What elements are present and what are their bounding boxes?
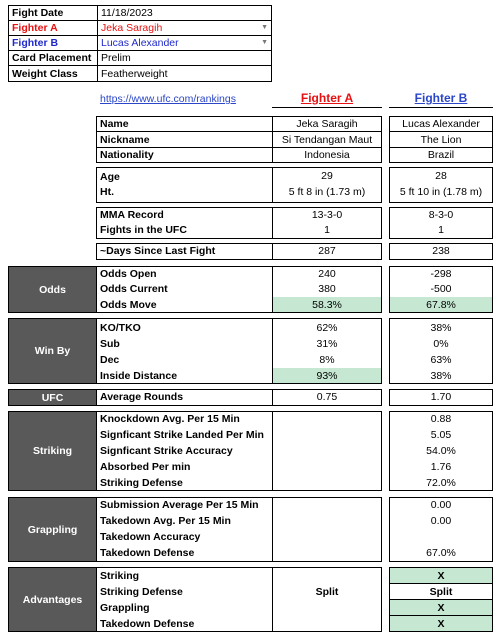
advantages-section-label: Advantages (8, 567, 97, 632)
striking-defense-b: 72.0% (426, 477, 456, 489)
ufc-rankings-link[interactable]: https://www.ufc.com/rankings (100, 93, 236, 105)
average-rounds-b: 1.70 (430, 391, 452, 403)
odds-move-label: Odds Move (100, 299, 157, 311)
name-b: Lucas Alexander (402, 118, 480, 130)
name-a: Jeka Saragih (296, 118, 358, 130)
weight-class-value[interactable]: Featherweight (97, 65, 272, 82)
fighter-a-label: Fighter A (8, 20, 98, 36)
win-by-section-label: Win By (8, 318, 97, 384)
adv-striking-defense-label: Striking Defense (100, 586, 183, 598)
adv-striking-b: X (437, 570, 445, 582)
odds-move-a: 58.3% (312, 299, 342, 311)
sub-b: 0% (433, 338, 449, 350)
adv-grappling-label: Grappling (100, 602, 150, 614)
dec-a: 8% (319, 354, 335, 366)
odds-move-b: 67.8% (426, 299, 456, 311)
odds-section-label: Odds (8, 266, 97, 313)
absorbed-label: Absorbed Per min (100, 461, 191, 473)
height-b: 5 ft 10 in (1.78 m) (399, 186, 483, 198)
nationality-b: Brazil (427, 149, 455, 161)
sub-label: Sub (100, 338, 120, 350)
height-a: 5 ft 8 in (1.73 m) (288, 186, 366, 198)
submission-avg-b: 0.00 (430, 499, 452, 511)
takedown-avg-b: 0.00 (430, 515, 452, 527)
fighter-b-value: Lucas Alexander (101, 37, 179, 49)
striking-defense-label: Striking Defense (100, 477, 183, 489)
adv-takedown-defense-b: X (437, 618, 445, 630)
days-since-b: 238 (432, 245, 450, 257)
average-rounds-label: Average Rounds (100, 391, 184, 403)
sig-strike-accuracy-label: Signficant Strike Accuracy (100, 445, 233, 457)
ufc-fights-label: Fights in the UFC (100, 224, 187, 236)
average-rounds-a: 0.75 (316, 391, 338, 403)
absorbed-b: 1.76 (430, 461, 452, 473)
inside-distance-b: 38% (430, 370, 452, 382)
fight-date-value[interactable]: 11/18/2023 (97, 5, 272, 21)
mma-record-label: MMA Record (100, 209, 164, 221)
card-placement-label: Card Placement (8, 50, 98, 66)
fighter-b-label: Fighter B (8, 35, 98, 51)
ko-tko-b: 38% (430, 322, 452, 334)
height-label: Ht. (100, 186, 114, 198)
knockdown-avg-b: 0.88 (430, 413, 452, 425)
adv-striking-label: Striking (100, 570, 140, 582)
name-label: Name (100, 118, 129, 130)
odds-open-b: -298 (430, 268, 452, 280)
takedown-defense-label: Takedown Defense (100, 547, 195, 559)
odds-current-label: Odds Current (100, 283, 168, 295)
takedown-defense-b: 67.0% (426, 547, 456, 559)
odds-open-label: Odds Open (100, 268, 157, 280)
adv-takedown-defense-label: Takedown Defense (100, 618, 195, 630)
inside-distance-label: Inside Distance (100, 370, 178, 382)
nationality-label: Nationality (100, 149, 154, 161)
ufc-fights-a: 1 (324, 224, 330, 236)
striking-section-label: Striking (8, 411, 97, 491)
sig-strike-accuracy-b: 54.0% (426, 445, 456, 457)
sig-strike-landed-b: 5.05 (430, 429, 452, 441)
dropdown-arrow-icon[interactable]: ▼ (261, 24, 268, 31)
dropdown-arrow-icon[interactable]: ▼ (261, 39, 268, 46)
ufc-fights-b: 1 (438, 224, 444, 236)
adv-striking-defense-a: Split (315, 586, 339, 598)
fighter-a-value: Jeka Saragih (101, 22, 163, 34)
inside-distance-a: 93% (316, 370, 338, 382)
age-b: 28 (435, 170, 447, 182)
sub-a: 31% (316, 338, 338, 350)
ufc-section-label: UFC (8, 389, 97, 406)
mma-record-b: 8-3-0 (428, 209, 454, 221)
dec-b: 63% (430, 354, 452, 366)
dec-label: Dec (100, 354, 120, 366)
fighter-a-select[interactable] (97, 20, 272, 36)
nickname-label: Nickname (100, 134, 150, 146)
mma-record-a: 13-3-0 (311, 209, 343, 221)
days-since-a: 287 (318, 245, 336, 257)
takedown-accuracy-label: Takedown Accuracy (100, 531, 201, 543)
ko-tko-a: 62% (316, 322, 338, 334)
odds-open-a: 240 (318, 268, 336, 280)
fighter-b-header: Fighter B (414, 91, 468, 105)
age-a: 29 (321, 170, 333, 182)
nickname-b: The Lion (420, 134, 462, 146)
age-label: Age (100, 171, 120, 183)
odds-current-b: -500 (430, 283, 452, 295)
nickname-a: Si Tendangan Maut (281, 134, 373, 146)
fight-date-label: Fight Date (8, 5, 98, 21)
nationality-a: Indonesia (304, 149, 350, 161)
card-placement-value[interactable]: Prelim (97, 50, 272, 66)
fighter-a-header: Fighter A (300, 91, 354, 105)
adv-grappling-b: X (437, 602, 445, 614)
submission-avg-label: Submission Average Per 15 Min (100, 499, 259, 511)
ko-tko-label: KO/TKO (100, 322, 141, 334)
knockdown-avg-label: Knockdown Avg. Per 15 Min (100, 413, 240, 425)
grappling-section-label: Grappling (8, 497, 97, 562)
adv-striking-defense-b: Split (429, 586, 453, 598)
days-since-label: ~Days Since Last Fight (100, 245, 216, 257)
sig-strike-landed-label: Signficant Strike Landed Per Min (100, 429, 264, 441)
fighter-b-select[interactable] (97, 35, 272, 51)
weight-class-label: Weight Class (8, 65, 98, 82)
takedown-avg-label: Takedown Avg. Per 15 Min (100, 515, 231, 527)
odds-current-a: 380 (318, 283, 336, 295)
